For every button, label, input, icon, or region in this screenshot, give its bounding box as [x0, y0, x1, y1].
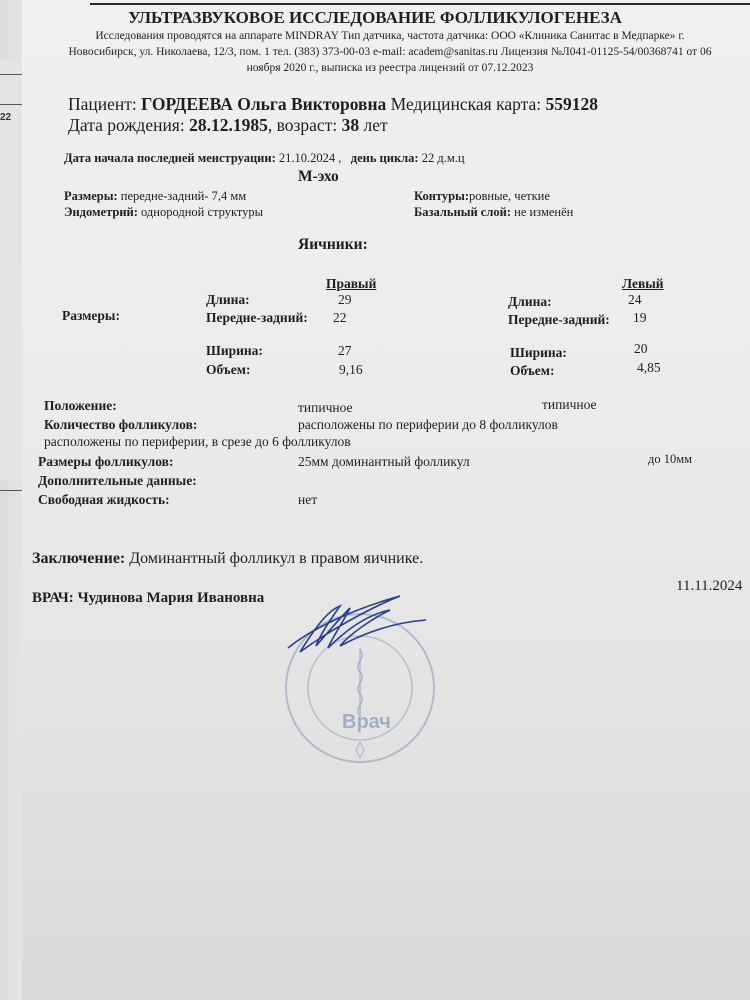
- dob-line: [68, 115, 388, 136]
- dob-label: Дата рождения:: [68, 115, 185, 135]
- left-ovary-heading: Левый: [622, 276, 664, 291]
- right-width-value: 27: [338, 343, 352, 358]
- conclusion-label: Заключение:: [32, 550, 126, 567]
- right-ap-value: 22: [333, 310, 347, 325]
- conclusion-text: Доминантный фолликул в правом яичнике.: [129, 550, 424, 567]
- age-value: 38: [341, 115, 360, 135]
- follicle-count-right-value: расположены по периферии до 8 фолликулов: [298, 417, 558, 432]
- follicle-count-left-value: расположены по периферии, в срезе до 6 фолликулов: [44, 434, 351, 449]
- basal-layer-value: не изменён: [514, 205, 574, 219]
- left-volume-label: Объем:: [510, 363, 555, 378]
- doctor-label: ВРАЧ:: [32, 590, 74, 606]
- cycle-day-value: 22 д.м.ц: [421, 151, 465, 165]
- age-unit: лет: [363, 115, 388, 135]
- follicle-size-left-value: до 10мм: [648, 452, 693, 466]
- basal-layer-label: Базальный слой:: [414, 205, 511, 219]
- position-label: Положение:: [44, 398, 117, 413]
- doctor-name: Чудинова Мария Ивановна: [77, 590, 265, 606]
- right-ap-label: Передне-задний:: [206, 310, 308, 325]
- contours-value: ровные, четкие: [469, 189, 550, 203]
- contours-label: Контуры:: [414, 189, 469, 203]
- clinic-info: [40, 28, 740, 76]
- endometrium-value: однородной структуры: [141, 205, 264, 219]
- right-width-label: Ширина:: [206, 343, 263, 358]
- card-label: Медицинская карта:: [390, 94, 542, 114]
- left-length-value: 24: [628, 292, 642, 307]
- basal-layer: [414, 205, 573, 220]
- follicle-size-label: Размеры фолликулов:: [38, 454, 174, 469]
- clinic-info-line-3: ноября 2020 г., выписка из реестра лицензий от 07.12.2023: [246, 62, 534, 74]
- m-echo-size: [64, 189, 246, 204]
- right-volume-label: Объем:: [206, 362, 251, 377]
- left-ap-value: 19: [633, 310, 647, 325]
- right-ovary-heading: Правый: [326, 276, 377, 291]
- left-width-label: Ширина:: [510, 345, 567, 360]
- endometrium: [64, 205, 263, 220]
- follicle-count-label: Количество фолликулов:: [44, 417, 198, 432]
- conclusion: [32, 550, 423, 568]
- free-fluid-label: Свободная жидкость:: [38, 492, 170, 507]
- header-rule: [90, 3, 750, 5]
- m-echo-size-label: Размеры:: [64, 189, 118, 203]
- patient-label: Пациент:: [68, 94, 137, 114]
- right-volume-value: 9,16: [339, 362, 363, 377]
- endometrium-label: Эндометрий:: [64, 205, 138, 219]
- age-label: , возраст:: [267, 115, 338, 135]
- lmp-value: 21.10.2024 ,: [278, 151, 342, 165]
- position-left-value: типичное: [542, 397, 597, 412]
- m-echo-size-value: передне-задний- 7,4 мм: [120, 189, 247, 203]
- dob-value: 28.12.1985: [189, 115, 268, 135]
- left-volume-value: 4,85: [637, 360, 661, 375]
- free-fluid-value: нет: [298, 492, 318, 507]
- card-number: 559128: [545, 94, 598, 114]
- cycle-day-label: день цикла:: [350, 151, 419, 165]
- lmp-label: Дата начала последней менструации:: [64, 151, 276, 165]
- stamp-text: Врач: [342, 711, 391, 733]
- clinic-info-line-2: Новосибирск, ул. Николаева, 12/3, пом. 1 тел. (383) 373-00-03 e-mail: academ@sanitas.ru Лицензия №Л041-01125-54/00368741 от 06: [68, 46, 712, 58]
- clinic-info-line-1: Исследования проводятся на аппарате MINDRAY Тип датчика, частота датчика: ООО «Клиника Санитас в Медпарке» г.: [95, 30, 685, 42]
- report-title: УЛЬТРАЗВУКОВОЕ ИССЛЕДОВАНИЕ ФОЛЛИКУЛОГЕНЕЗА: [128, 8, 622, 27]
- ovary-sizes-label: Размеры:: [62, 308, 120, 323]
- patient-name: ГОРДЕЕВА Ольга Викторовна: [141, 94, 387, 114]
- m-echo-heading: М-эхо: [298, 168, 339, 185]
- underlying-sheet-fragment: 22: [0, 112, 12, 123]
- ovaries-heading: Яичники:: [298, 236, 368, 253]
- underlying-sheet: [0, 60, 23, 480]
- contours: [414, 189, 550, 204]
- report-date: 11.11.2024: [676, 578, 743, 594]
- patient-line: [68, 94, 598, 115]
- right-length-value: 29: [338, 292, 352, 307]
- signature-icon: [280, 590, 430, 660]
- extra-data-label: Дополнительные данные:: [38, 473, 197, 488]
- left-width-value: 20: [634, 341, 648, 356]
- right-length-label: Длина:: [206, 292, 250, 307]
- doctor-line: [32, 590, 264, 607]
- left-length-label: Длина:: [508, 294, 552, 309]
- cycle-line: [64, 151, 465, 166]
- follicle-size-right-value: 25мм доминантный фолликул: [298, 454, 470, 469]
- position-right-value: типичное: [298, 400, 353, 415]
- left-ap-label: Передне-задний:: [508, 312, 610, 327]
